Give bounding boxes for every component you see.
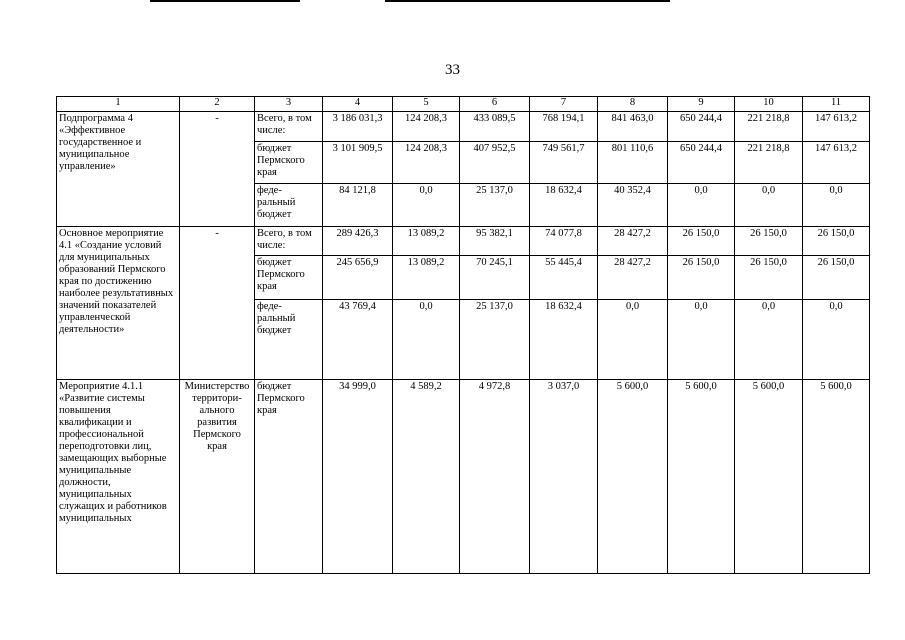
source-cell: феде-ральный бюджет (255, 184, 323, 227)
value-cell: 407 952,5 (460, 142, 530, 184)
value-cell: 0,0 (735, 300, 803, 380)
value-cell: 26 150,0 (735, 256, 803, 300)
value-cell: 55 445,4 (530, 256, 598, 300)
source-cell: Всего, в том числе: (255, 227, 323, 256)
value-cell: 5 600,0 (668, 380, 735, 574)
value-cell: 147 613,2 (803, 112, 870, 142)
header-cell: 8 (598, 97, 668, 112)
value-cell: 221 218,8 (735, 112, 803, 142)
header-cell: 1 (57, 97, 180, 112)
value-cell: 650 244,4 (668, 112, 735, 142)
value-cell: 768 194,1 (530, 112, 598, 142)
value-cell: 3 037,0 (530, 380, 598, 574)
value-cell: 289 426,3 (323, 227, 393, 256)
header-cell: 4 (323, 97, 393, 112)
value-cell: 28 427,2 (598, 256, 668, 300)
executor-cell: - (180, 112, 255, 227)
source-cell: бюджет Пермского края (255, 256, 323, 300)
source-cell: бюджет Пермского края (255, 380, 323, 574)
value-cell: 0,0 (598, 300, 668, 380)
header-cell: 5 (393, 97, 460, 112)
table-row (57, 227, 870, 256)
value-cell: 34 999,0 (323, 380, 393, 574)
value-cell: 5 600,0 (598, 380, 668, 574)
value-cell: 221 218,8 (735, 142, 803, 184)
value-cell: 26 150,0 (803, 227, 870, 256)
value-cell: 4 589,2 (393, 380, 460, 574)
executor-cell: Министерство территори-ального развития Пермского края (180, 380, 255, 574)
value-cell: 18 632,4 (530, 300, 598, 380)
value-cell: 5 600,0 (803, 380, 870, 574)
value-cell: 0,0 (803, 184, 870, 227)
value-cell: 0,0 (803, 300, 870, 380)
executor-cell: - (180, 227, 255, 380)
value-cell: 433 089,5 (460, 112, 530, 142)
source-cell: феде-ральный бюджет (255, 300, 323, 380)
header-cell: 11 (803, 97, 870, 112)
value-cell: 801 110,6 (598, 142, 668, 184)
value-cell: 25 137,0 (460, 184, 530, 227)
table-row (57, 112, 870, 142)
source-cell: Всего, в том числе: (255, 112, 323, 142)
value-cell: 147 613,2 (803, 142, 870, 184)
program-name: Основное мероприятие 4.1 «Создание условий для муниципальных образований Пермского края по достижению наиболее результативных значений показателей управленческой деятельности» (57, 227, 180, 380)
value-cell: 0,0 (393, 300, 460, 380)
value-cell: 749 561,7 (530, 142, 598, 184)
value-cell: 26 150,0 (735, 227, 803, 256)
value-cell: 0,0 (668, 300, 735, 380)
value-cell: 28 427,2 (598, 227, 668, 256)
value-cell: 74 077,8 (530, 227, 598, 256)
value-cell: 26 150,0 (803, 256, 870, 300)
value-cell: 84 121,8 (323, 184, 393, 227)
value-cell: 245 656,9 (323, 256, 393, 300)
budget-table (56, 96, 870, 574)
header-row (57, 97, 870, 112)
value-cell: 3 186 031,3 (323, 112, 393, 142)
header-cell: 10 (735, 97, 803, 112)
value-cell: 40 352,4 (598, 184, 668, 227)
header-cell: 6 (460, 97, 530, 112)
value-cell: 3 101 909,5 (323, 142, 393, 184)
header-cell: 7 (530, 97, 598, 112)
value-cell: 43 769,4 (323, 300, 393, 380)
value-cell: 13 089,2 (393, 227, 460, 256)
value-cell: 650 244,4 (668, 142, 735, 184)
value-cell: 95 382,1 (460, 227, 530, 256)
page-number: 33 (445, 62, 460, 78)
value-cell: 0,0 (393, 184, 460, 227)
value-cell: 26 150,0 (668, 256, 735, 300)
table-row (57, 380, 870, 574)
value-cell: 5 600,0 (735, 380, 803, 574)
value-cell: 25 137,0 (460, 300, 530, 380)
value-cell: 4 972,8 (460, 380, 530, 574)
value-cell: 0,0 (735, 184, 803, 227)
value-cell: 124 208,3 (393, 142, 460, 184)
header-cell: 9 (668, 97, 735, 112)
value-cell: 13 089,2 (393, 256, 460, 300)
value-cell: 26 150,0 (668, 227, 735, 256)
top-rule-left (150, 0, 300, 2)
value-cell: 841 463,0 (598, 112, 668, 142)
source-cell: бюджет Пермского края (255, 142, 323, 184)
value-cell: 124 208,3 (393, 112, 460, 142)
program-name: Подпрограмма 4 «Эффективное государственное и муниципальное управление» (57, 112, 180, 227)
program-name: Мероприятие 4.1.1 «Развитие системы повышения квалификации и профессиональной переподготовки лиц, замещающих выборные муниципальные должности, муниципальных служащих и работников муниципальных (57, 380, 180, 574)
value-cell: 0,0 (668, 184, 735, 227)
top-rule-right (385, 0, 670, 2)
header-cell: 2 (180, 97, 255, 112)
header-cell: 3 (255, 97, 323, 112)
value-cell: 70 245,1 (460, 256, 530, 300)
value-cell: 18 632,4 (530, 184, 598, 227)
